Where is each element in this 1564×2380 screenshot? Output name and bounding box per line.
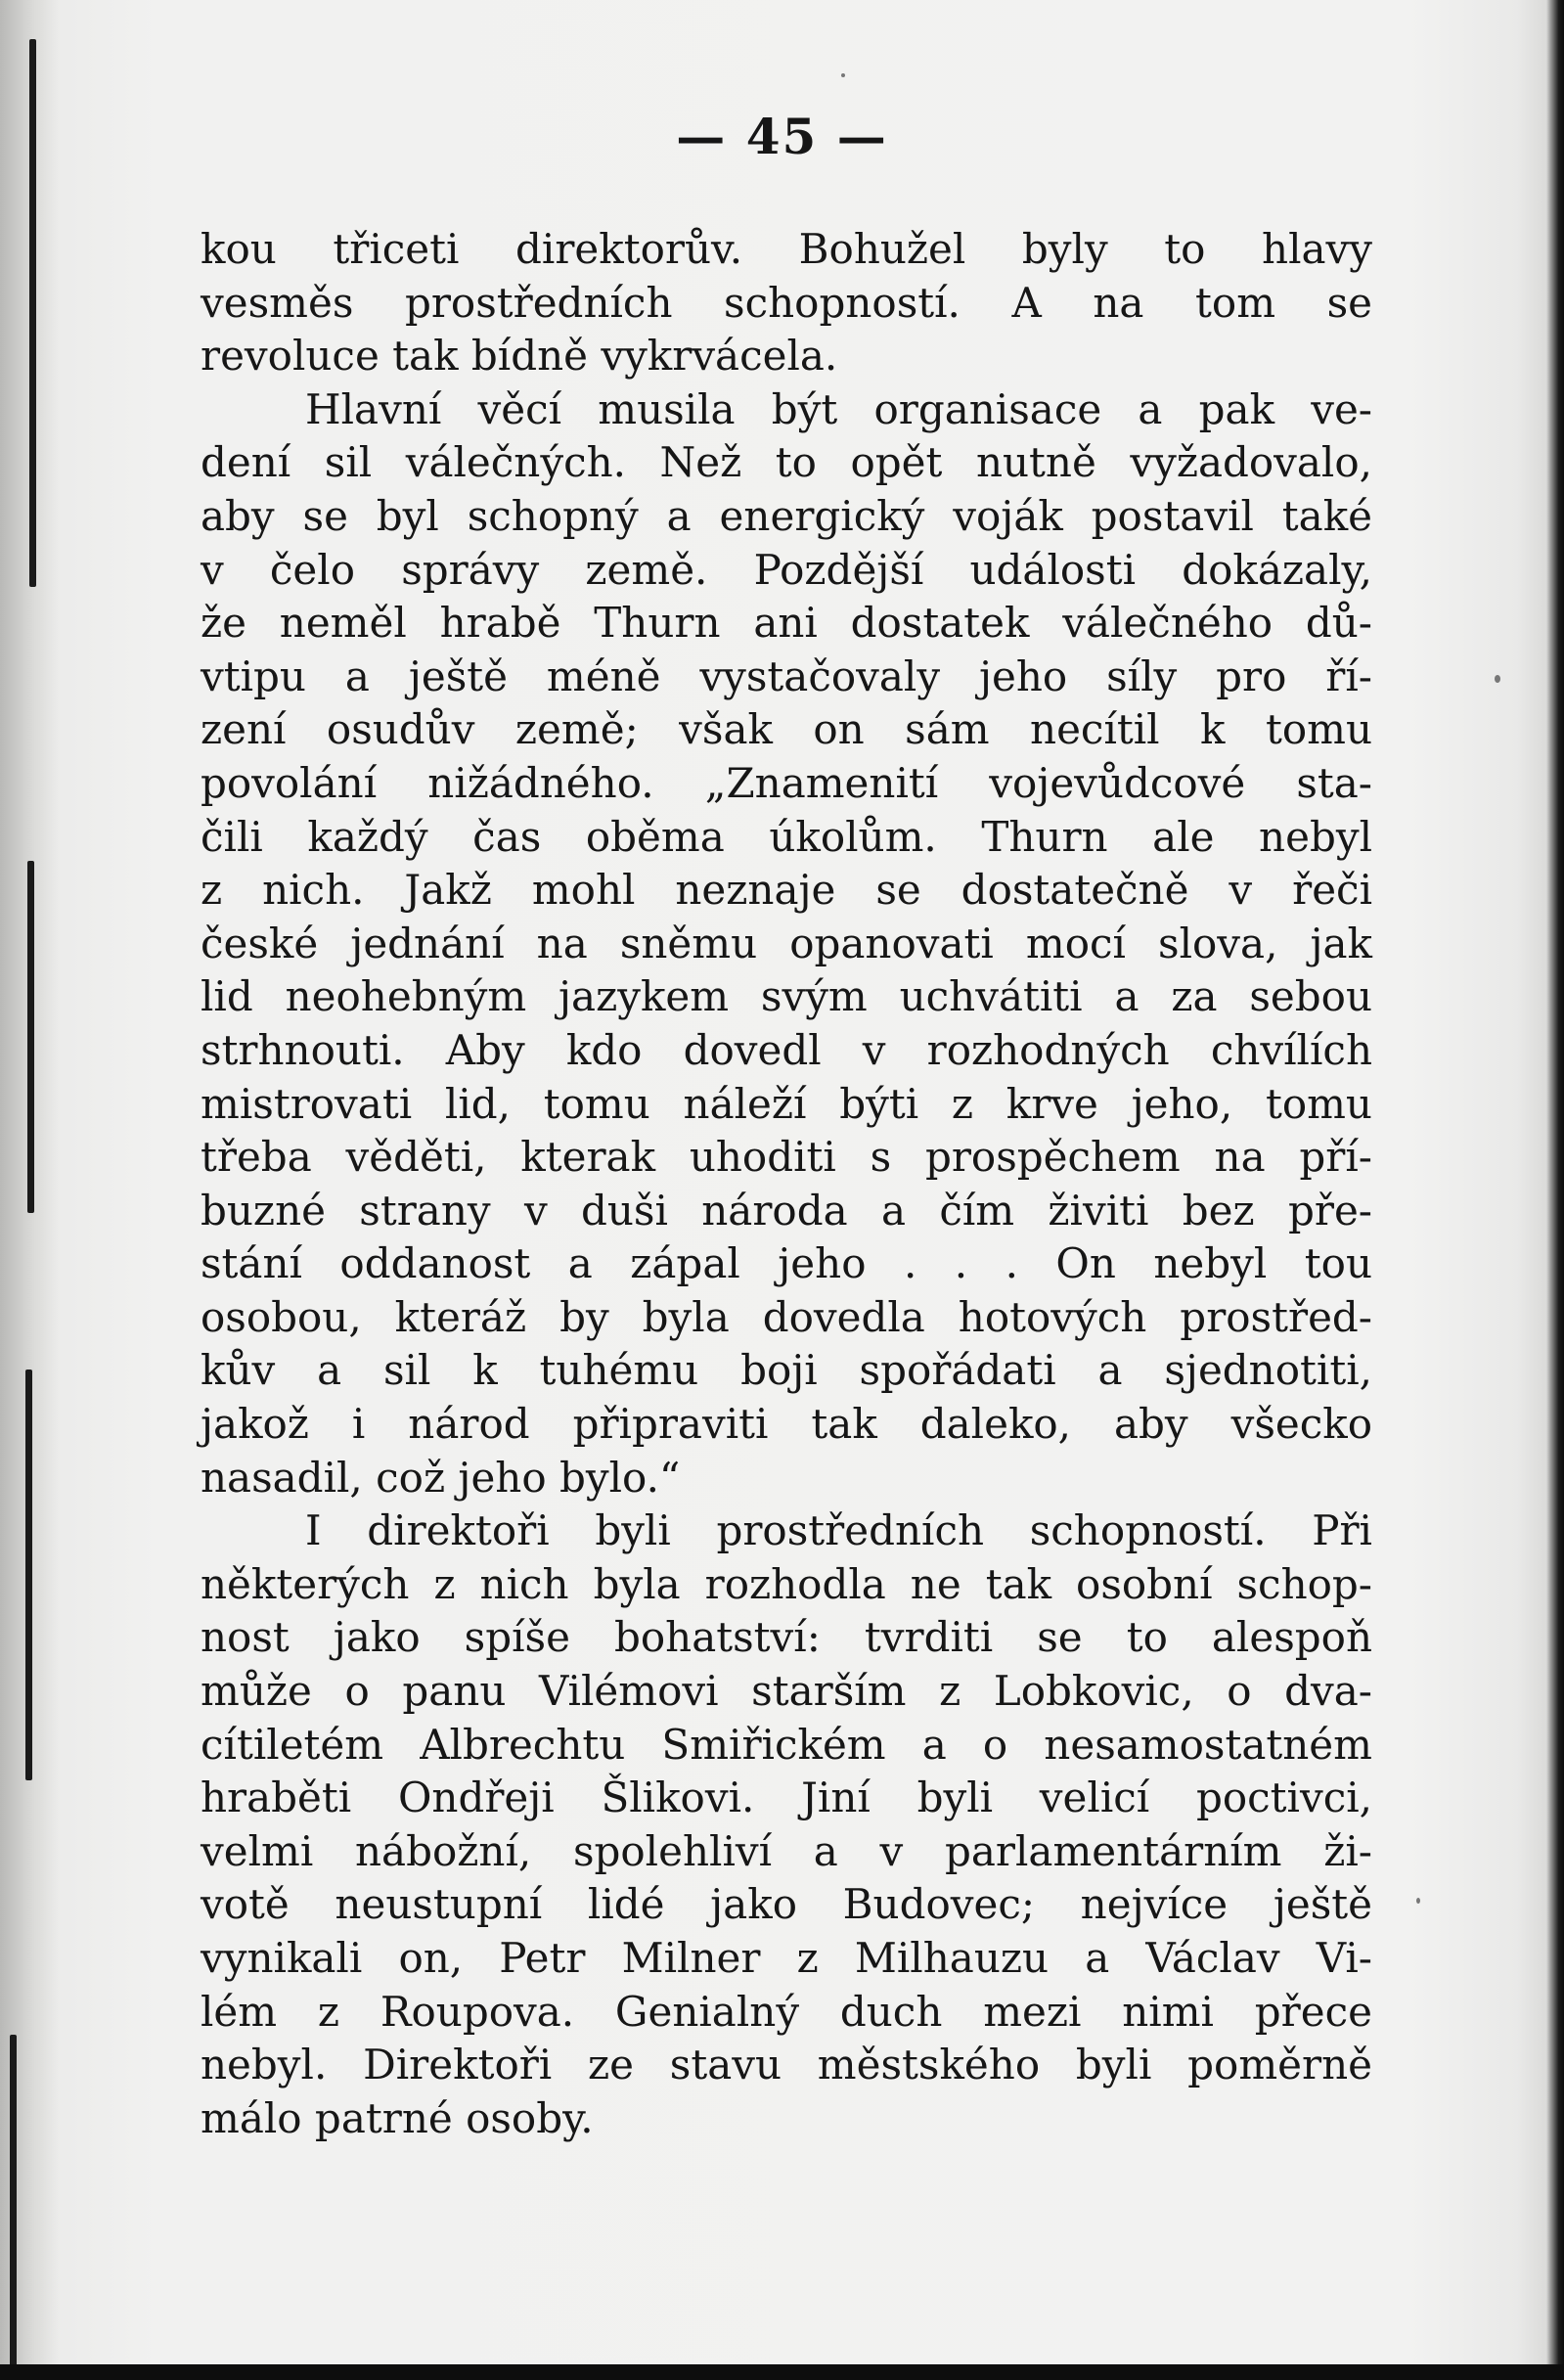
text-line: zení osudův země; však on sám necítil k tomu bbox=[201, 705, 1372, 754]
text-line: může o panu Vilémovi starším z Lobkovic, o dva- bbox=[201, 1667, 1372, 1716]
text-line: lid neohebným jazykem svým uchvátiti a za sebou bbox=[201, 972, 1372, 1021]
text-line: kou třiceti direktorův. Bohužel byly to hlavy bbox=[201, 225, 1372, 273]
text-line: vesměs prostředních schopností. A na tom se bbox=[201, 278, 1372, 327]
text-line: jakož i národ připraviti tak daleko, aby všecko bbox=[201, 1400, 1372, 1449]
text-line: stání oddanost a zápal jeho . . . On nebyl tou bbox=[201, 1239, 1372, 1288]
text-line: nost jako spíše bohatství: tvrditi se to alespoň bbox=[201, 1613, 1372, 1662]
text-line: revoluce tak bídně vykrvácela. bbox=[201, 332, 838, 381]
text-line: votě neustupní lidé jako Budovec; nejvíce ještě bbox=[201, 1880, 1372, 1929]
text-line: I direktoři byli prostředních schopností. Při bbox=[305, 1506, 1372, 1555]
text-line: nasadil, což jeho bylo.“ bbox=[201, 1453, 681, 1502]
text-line: osobou, kteráž by byla dovedla hotových prostřed- bbox=[201, 1292, 1372, 1341]
binding-edge-mark bbox=[27, 861, 34, 1213]
body-text bbox=[201, 223, 1372, 2145]
text-line: dení sil válečných. Než to opět nutně vyžadovalo, bbox=[201, 438, 1372, 487]
binding-edge-mark bbox=[25, 1370, 32, 1780]
text-line: kův a sil k tuhému boji spořádati a sjednotiti, bbox=[201, 1346, 1372, 1395]
text-line: čili každý čas oběma úkolům. Thurn ale nebyl bbox=[201, 812, 1372, 861]
page-number: — 45 — bbox=[676, 108, 888, 165]
text-line: české jednání na sněmu opanovati mocí slova, jak bbox=[201, 919, 1372, 967]
text-line: aby se byl schopný a energický voják postavil také bbox=[201, 491, 1372, 540]
text-line: nebyl. Direktoři ze stavu městského byli poměrně bbox=[201, 2041, 1372, 2089]
text-line: některých z nich byla rozhodla ne tak osobní schop- bbox=[201, 1559, 1372, 1608]
text-line: buzné strany v duši národa a čím živiti bez pře- bbox=[201, 1186, 1372, 1235]
text-line: v čelo správy země. Pozdější události dokázaly, bbox=[201, 545, 1372, 594]
text-line: třeba věděti, kterak uhoditi s prospěchem na pří- bbox=[201, 1133, 1372, 1182]
bottom-page-edge bbox=[0, 2364, 1564, 2380]
paper-speck bbox=[841, 73, 845, 77]
paper-speck bbox=[1416, 1898, 1420, 1904]
text-line: strhnouti. Aby kdo dovedl v rozhodných chvílích bbox=[201, 1025, 1372, 1074]
text-line: povolání nižádného. „Znamenití vojevůdcové sta- bbox=[201, 758, 1372, 807]
text-line: Hlavní věcí musila být organisace a pak ve- bbox=[305, 384, 1372, 433]
text-line: málo patrné osoby. bbox=[201, 2093, 594, 2142]
text-line: vtipu a ještě méně vystačovaly jeho síly pro ří- bbox=[201, 651, 1372, 700]
text-line: hraběti Ondřeji Šlikovi. Jiní byli velicí poctivci, bbox=[201, 1774, 1372, 1822]
text-line: že neměl hrabě Thurn ani dostatek válečného dů- bbox=[201, 599, 1372, 648]
text-line: velmi nábožní, spolehliví a v parlamentárním ži- bbox=[201, 1826, 1372, 1875]
right-page-edge bbox=[1546, 0, 1564, 2380]
binding-edge-mark bbox=[10, 2035, 17, 2367]
text-line: mistrovati lid, tomu náleží býti z krve jeho, tomu bbox=[201, 1079, 1372, 1128]
paper-speck bbox=[1495, 675, 1500, 683]
text-line: z nich. Jakž mohl neznaje se dostatečně v řeči bbox=[201, 866, 1372, 915]
text-line: lém z Roupova. Genialný duch mezi nimi přece bbox=[201, 1987, 1372, 2036]
text-line: vynikali on, Petr Milner z Milhauzu a Václav Vi- bbox=[201, 1934, 1372, 1982]
text-line: cítiletém Albrechtu Smiřickém a o nesamostatném bbox=[201, 1720, 1372, 1769]
